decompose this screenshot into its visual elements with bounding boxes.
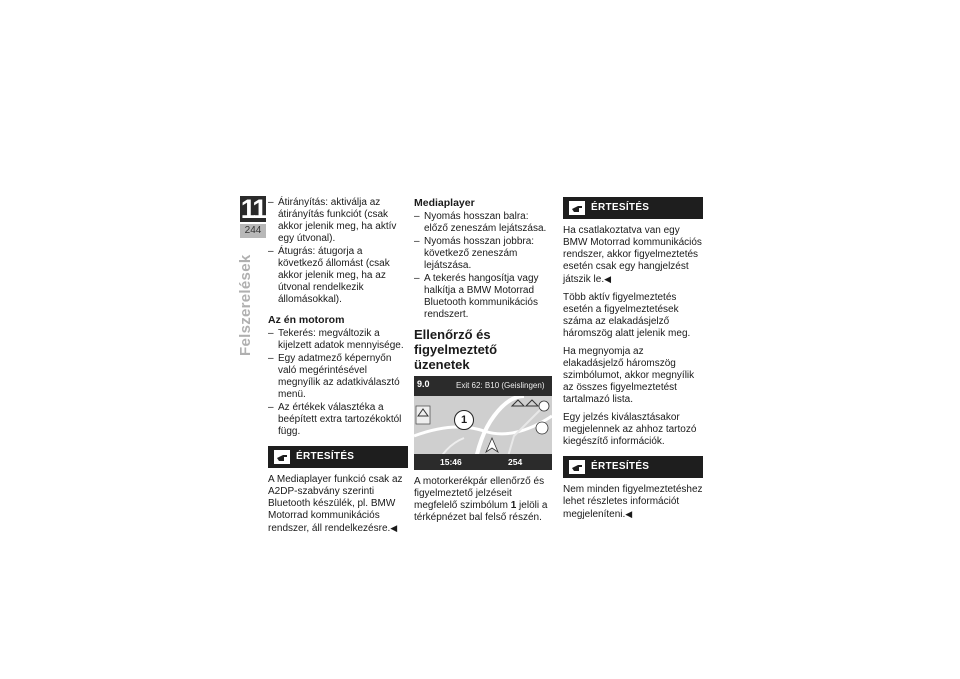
notice-label: ÉRTESÍTÉS <box>591 202 650 213</box>
paragraph: Ha csatlakoztatva van egy BMW Motorrad kommunikációs rendszer, akkor figyelmeztetés esetén csak egy hangjelzést játszik le.◀ <box>563 225 702 285</box>
nav-distance: 9.0 <box>417 379 430 389</box>
chapter-title: Felszerelések <box>237 254 254 356</box>
nav-footer <box>414 454 552 470</box>
bullet-list-media <box>414 211 554 321</box>
notice-banner <box>268 446 408 468</box>
column-1 <box>268 197 408 541</box>
section-heading: Mediaplayer <box>414 197 475 209</box>
chapter-marker <box>240 196 266 238</box>
bullet-list-top <box>268 197 408 306</box>
callout-marker: 1 <box>454 410 474 430</box>
list-item: – Az értékek választéka a beépített extra tartozékoktól függ. <box>268 402 408 438</box>
notice-label: ÉRTESÍTÉS <box>296 451 355 462</box>
caption-marker-number: 1 <box>510 500 517 511</box>
paragraph: Ha megnyomja az elakadásjelző háromszög szimbólumot, akkor megnyílik az összes figyelmeztetést tartalmazó lista. <box>563 346 695 405</box>
end-triangle-icon: ◀ <box>604 274 612 284</box>
column-2 <box>414 197 554 530</box>
nav-exit-label: Exit 62: B10 (Geislingen) <box>456 381 545 390</box>
section-heading: Az én motorom <box>268 314 345 326</box>
paragraph: Nem minden figyelmeztetéshez lehet részletes információt megjeleníteni.◀ <box>563 484 703 520</box>
end-triangle-icon: ◀ <box>390 523 398 533</box>
nav-time: 15:46 <box>440 457 462 467</box>
list-item: – Tekerés: megváltozik a kijelzett adatok mennyisége. <box>268 328 408 352</box>
list-item: – Nyomás hosszan jobbra: következő zeneszám lejátszása. <box>414 236 554 272</box>
section-title: Ellenőrző és figyelmeztető üzenetek <box>414 327 498 372</box>
list-item: – Egy adatmező képernyőn való megérintésével megnyílik az adatkiválasztó menü. <box>268 353 408 401</box>
notice-banner <box>563 456 703 478</box>
paragraph: Több aktív figyelmeztetés esetén a figyelmeztetések száma az elakadásjelző háromszög alatt jelenik meg. <box>563 292 691 339</box>
column-3 <box>563 197 703 527</box>
page-number: 244 <box>240 224 266 238</box>
caption: A motorkerékpár ellenőrző és figyelmeztető jelzéseit megfelelő szimbólum 1 jelöli a térképnézet bal felső részén. <box>414 476 548 523</box>
pointing-hand-icon <box>569 460 585 474</box>
notice-text: A Mediaplayer funkció csak az A2DP-szabvány szerinti Bluetooth készülék, pl. BMW Motorrad kommunikációs rendszer, áll rendelkezésre.◀ <box>268 474 403 534</box>
end-triangle-icon: ◀ <box>625 509 633 519</box>
notice-banner <box>563 197 703 219</box>
pointing-hand-icon <box>569 201 585 215</box>
list-item: – A tekerés hangosítja vagy halkítja a BMW Motorrad Bluetooth kommunikációs rendszert. <box>414 273 554 321</box>
list-item: – Átugrás: átugorja a következő állomást (csak akkor jelenik meg, ha az útvonal rendelkezik állomásokkal). <box>268 246 408 306</box>
navigation-screenshot <box>414 376 552 470</box>
notice-label: ÉRTESÍTÉS <box>591 461 650 472</box>
nav-distance-remaining: 254 <box>508 457 523 467</box>
list-item: – Nyomás hosszan balra: előző zeneszám lejátszása. <box>414 211 554 235</box>
paragraph: Egy jelzés kiválasztásakor megjelennek az ahhoz tartozó kiegészítő információk. <box>563 412 697 447</box>
list-item: – Átirányítás: aktiválja az átirányítás funkciót (csak akkor jelenik meg, ha aktív egy útvonal). <box>268 197 408 245</box>
bullet-list-motor <box>268 328 408 438</box>
chapter-number: 11 <box>240 194 266 224</box>
pointing-hand-icon <box>274 450 290 464</box>
